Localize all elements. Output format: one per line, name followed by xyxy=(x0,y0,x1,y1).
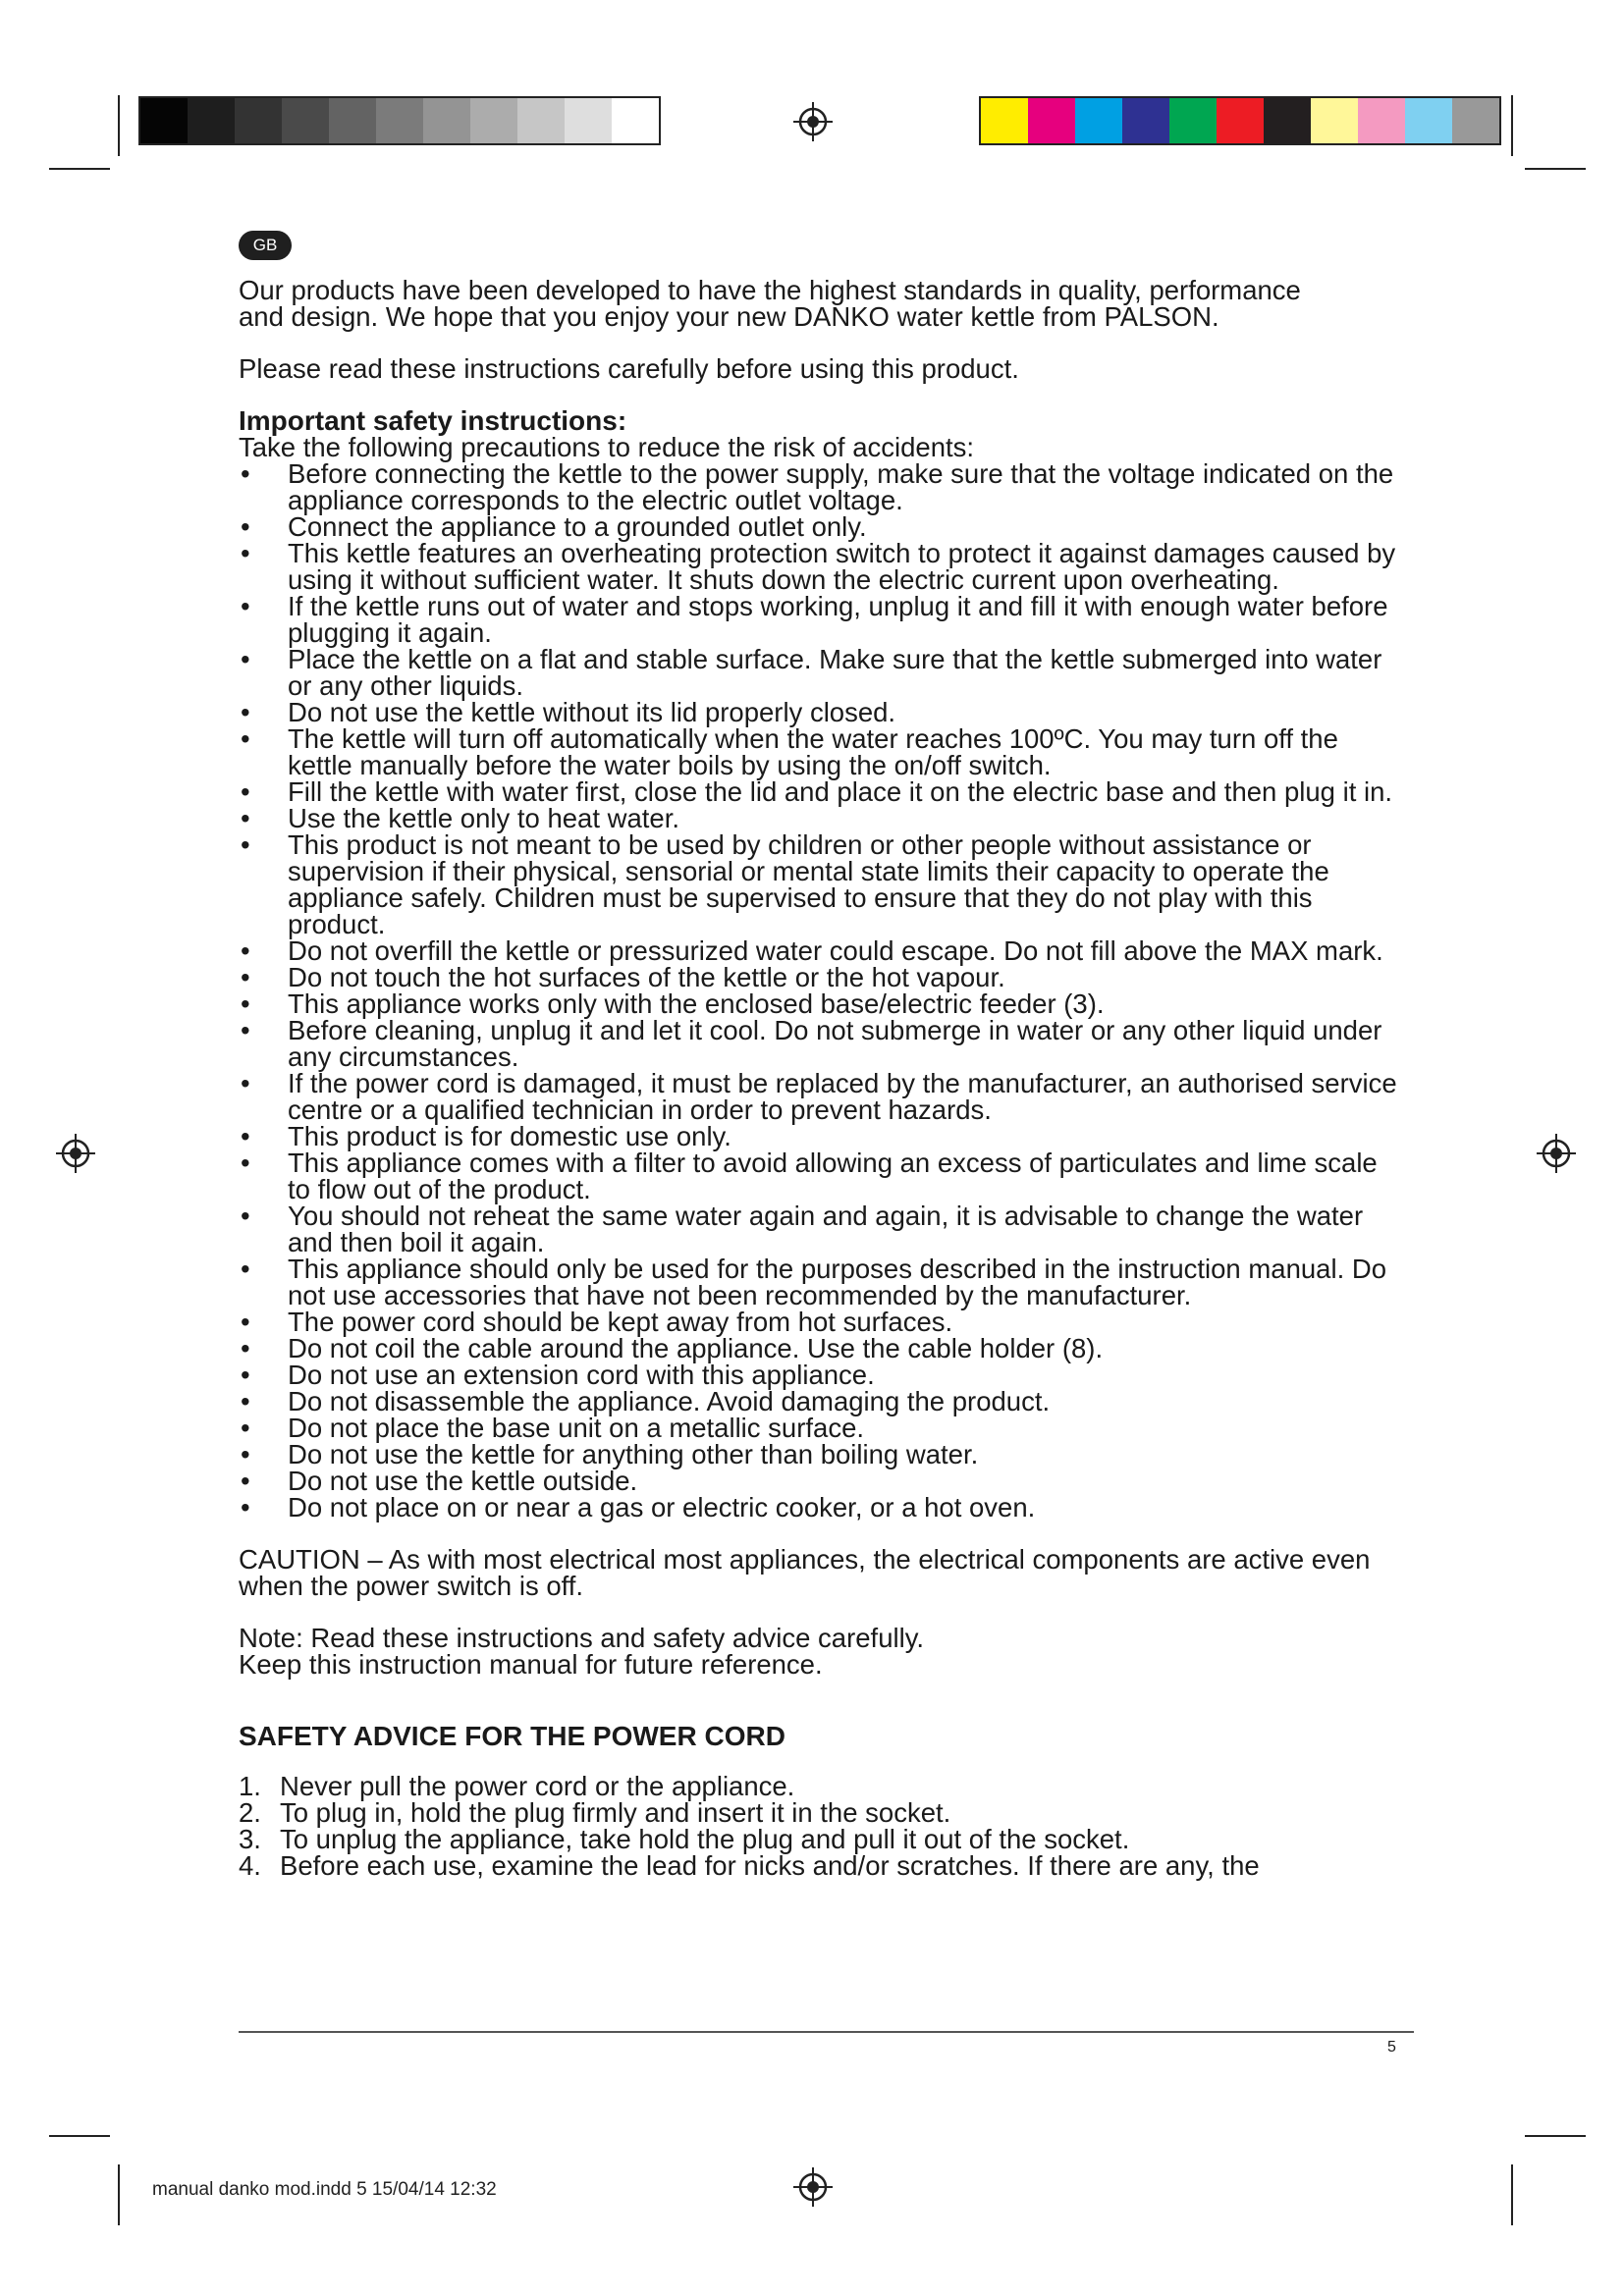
safety-lead: Take the following precautions to reduce the risk of accidents: xyxy=(239,432,975,462)
crop-mark xyxy=(49,2135,110,2137)
safety-item-text: The power cord should be kept away from hot surfaces. xyxy=(288,1307,953,1337)
file-slug: manual danko mod.indd 5 15/04/14 12:32 xyxy=(152,2179,497,2200)
color-calibration-bar xyxy=(979,96,1501,145)
gray-swatch xyxy=(376,98,423,143)
safety-item xyxy=(239,937,1397,964)
bullet-icon: • xyxy=(241,776,250,807)
safety-heading: Important safety instructions: xyxy=(239,405,627,436)
bullet-icon: • xyxy=(241,1492,250,1522)
safety-item-text: Do not place on or near a gas or electric cooker, or a hot oven. xyxy=(288,1492,1036,1522)
bullet-icon: • xyxy=(241,458,250,489)
safety-item xyxy=(239,1149,1397,1202)
crop-mark xyxy=(118,2164,120,2225)
bullet-icon: • xyxy=(241,1333,250,1363)
bullet-icon: • xyxy=(241,1068,250,1098)
color-swatch xyxy=(1075,98,1122,143)
bullet-icon: • xyxy=(241,1439,250,1469)
bullet-icon: • xyxy=(241,1307,250,1337)
gray-swatch xyxy=(565,98,612,143)
bullet-icon: • xyxy=(241,935,250,966)
safety-item-text: This appliance works only with the enclosed base/electric feeder (3). xyxy=(288,988,1105,1019)
power-cord-step xyxy=(239,1852,1397,1879)
color-swatch xyxy=(1169,98,1217,143)
bullet-icon: • xyxy=(241,1413,250,1443)
safety-item-text: Do not use an extension cord with this appliance. xyxy=(288,1360,875,1390)
read-notice: Please read these instructions carefully before using this product. xyxy=(239,353,1019,384)
safety-item-text: Do not touch the hot surfaces of the kettle or the hot vapour. xyxy=(288,962,1005,992)
bullet-icon: • xyxy=(241,962,250,992)
gray-swatch xyxy=(470,98,517,143)
safety-item xyxy=(239,1017,1397,1070)
bullet-icon: • xyxy=(241,697,250,727)
safety-item-text: Do not disassemble the appliance. Avoid damaging the product. xyxy=(288,1386,1051,1416)
safety-item-text: Connect the appliance to a grounded outlet only. xyxy=(288,511,867,542)
safety-item xyxy=(239,460,1397,513)
gray-swatch xyxy=(612,98,659,143)
bullet-icon: • xyxy=(241,511,250,542)
registration-mark-icon xyxy=(1537,1134,1576,1173)
bullet-icon: • xyxy=(241,723,250,754)
language-badge: GB xyxy=(239,231,292,260)
crop-mark xyxy=(1511,2164,1513,2225)
note-paragraph xyxy=(239,1625,1397,1678)
safety-item xyxy=(239,990,1397,1017)
bullet-icon: • xyxy=(241,591,250,621)
safety-item-text: Before connecting the kettle to the power supply, make sure that the voltage indicated on the appliance corresponds to the electric outlet voltage. xyxy=(288,458,1394,515)
crop-mark xyxy=(49,168,110,170)
step-text: To unplug the appliance, take hold the plug and pull it out of the socket. xyxy=(280,1824,1130,1854)
footer-rule xyxy=(239,2031,1414,2033)
safety-item xyxy=(239,805,1397,831)
power-cord-step xyxy=(239,1826,1397,1852)
gray-swatch xyxy=(517,98,565,143)
crop-mark xyxy=(1511,95,1513,156)
grayscale-calibration-bar xyxy=(138,96,661,145)
registration-mark-icon xyxy=(56,1134,95,1173)
safety-item xyxy=(239,831,1397,937)
note-line: Keep this instruction manual for future reference. xyxy=(239,1649,823,1680)
color-swatch xyxy=(1264,98,1311,143)
bullet-icon: • xyxy=(241,1254,250,1284)
safety-item xyxy=(239,1308,1397,1335)
safety-item-text: Do not use the kettle for anything other than boiling water. xyxy=(288,1439,979,1469)
bullet-icon: • xyxy=(241,1360,250,1390)
safety-item-text: Do not use the kettle outside. xyxy=(288,1466,638,1496)
manual-content xyxy=(239,277,1397,1879)
safety-item-text: This appliance comes with a filter to avoid allowing an excess of particulates and lime scale to flow out of the product. xyxy=(288,1148,1378,1204)
safety-item-text: Before cleaning, unplug it and let it cool. Do not submerge in water or any other liquid under any circumstances. xyxy=(288,1015,1382,1072)
gray-swatch xyxy=(188,98,235,143)
crop-mark xyxy=(118,95,120,156)
safety-item-text: If the kettle runs out of water and stops working, unplug it and fill it with enough water before plugging it again. xyxy=(288,591,1388,648)
safety-item xyxy=(239,1335,1397,1362)
power-cord-step xyxy=(239,1773,1397,1799)
step-text: Never pull the power cord or the appliance. xyxy=(280,1771,795,1801)
bullet-icon: • xyxy=(241,1466,250,1496)
color-swatch xyxy=(1028,98,1075,143)
caution-paragraph: CAUTION – As with most electrical most appliances, the electrical components are active even when the power switch is off. xyxy=(239,1544,1371,1601)
safety-item-text: This kettle features an overheating protection switch to protect it against damages caused by using it without sufficient water. It shuts down the electric current upon overheating. xyxy=(288,538,1396,595)
bullet-icon: • xyxy=(241,1386,250,1416)
step-number: 2. xyxy=(239,1797,261,1828)
safety-item xyxy=(239,1255,1397,1308)
safety-item xyxy=(239,646,1397,699)
safety-item xyxy=(239,1388,1397,1415)
safety-item xyxy=(239,1494,1397,1521)
safety-item xyxy=(239,1415,1397,1441)
registration-mark-icon xyxy=(793,2167,833,2207)
bullet-icon: • xyxy=(241,644,250,674)
step-number: 1. xyxy=(239,1771,261,1801)
crop-mark xyxy=(1525,168,1586,170)
gray-swatch xyxy=(235,98,282,143)
step-text: Before each use, examine the lead for nicks and/or scratches. If there are any, the xyxy=(280,1850,1260,1881)
intro-paragraph xyxy=(239,277,1397,330)
safety-item xyxy=(239,540,1397,593)
power-cord-steps xyxy=(239,1773,1397,1879)
registration-mark-icon xyxy=(793,102,833,141)
page-number: 5 xyxy=(1387,2039,1396,2056)
safety-item-text: Do not coil the cable around the appliance. Use the cable holder (8). xyxy=(288,1333,1104,1363)
gray-swatch xyxy=(423,98,470,143)
bullet-icon: • xyxy=(241,988,250,1019)
safety-item xyxy=(239,699,1397,725)
color-swatch xyxy=(1452,98,1499,143)
safety-item xyxy=(239,725,1397,778)
power-cord-step xyxy=(239,1799,1397,1826)
gray-swatch xyxy=(140,98,188,143)
step-text: To plug in, hold the plug firmly and insert it in the socket. xyxy=(280,1797,951,1828)
color-swatch xyxy=(1358,98,1405,143)
gray-swatch xyxy=(329,98,376,143)
bullet-icon: • xyxy=(241,538,250,568)
safety-item-text: If the power cord is damaged, it must be replaced by the manufacturer, an authorised service centre or a qualified technician in order to prevent hazards. xyxy=(288,1068,1397,1125)
safety-item xyxy=(239,1441,1397,1468)
bullet-icon: • xyxy=(241,829,250,860)
safety-item xyxy=(239,778,1397,805)
note-line: Note: Read these instructions and safety advice carefully. xyxy=(239,1623,925,1653)
bullet-icon: • xyxy=(241,1121,250,1151)
color-swatch xyxy=(1311,98,1358,143)
safety-item xyxy=(239,964,1397,990)
bullet-icon: • xyxy=(241,1015,250,1045)
safety-item-text: Do not use the kettle without its lid properly closed. xyxy=(288,697,896,727)
safety-item-text: This product is for domestic use only. xyxy=(288,1121,731,1151)
safety-item-text: The kettle will turn off automatically when the water reaches 100ºC. You may turn off the kettle manually before the water boils by using the on/off switch. xyxy=(288,723,1338,780)
gray-swatch xyxy=(282,98,329,143)
bullet-icon: • xyxy=(241,1201,250,1231)
intro-line: Our products have been developed to have the highest standards in quality, performance xyxy=(239,275,1301,305)
intro-line: and design. We hope that you enjoy your new DANKO water kettle from PALSON. xyxy=(239,301,1219,332)
safety-item xyxy=(239,513,1397,540)
safety-item-text: Fill the kettle with water first, close the lid and place it on the electric base and then plug it in. xyxy=(288,776,1393,807)
safety-item-text: Do not place the base unit on a metallic surface. xyxy=(288,1413,865,1443)
safety-item-text: Use the kettle only to heat water. xyxy=(288,803,679,833)
color-swatch xyxy=(1122,98,1169,143)
color-swatch xyxy=(1405,98,1452,143)
safety-item-text: Do not overfill the kettle or pressurized water could escape. Do not fill above the MAX mark. xyxy=(288,935,1383,966)
safety-item xyxy=(239,593,1397,646)
step-number: 4. xyxy=(239,1850,261,1881)
section-title: SAFETY ADVICE FOR THE POWER CORD xyxy=(239,1721,785,1751)
crop-mark xyxy=(1525,2135,1586,2137)
color-swatch xyxy=(981,98,1028,143)
color-swatch xyxy=(1217,98,1264,143)
safety-item-text: Place the kettle on a flat and stable surface. Make sure that the kettle submerged into water or any other liquids. xyxy=(288,644,1382,701)
safety-item xyxy=(239,1070,1397,1123)
safety-item xyxy=(239,1202,1397,1255)
safety-item-text: You should not reheat the same water again and again, it is advisable to change the water and then boil it again. xyxy=(288,1201,1364,1257)
bullet-icon: • xyxy=(241,1148,250,1178)
safety-item-text: This appliance should only be used for the purposes described in the instruction manual. Do not use accessories that have not been recommended by the manufacturer. xyxy=(288,1254,1387,1310)
safety-item-text: This product is not meant to be used by children or other people without assistance or supervision if their physical, sensorial or mental state limits their capacity to operate the appliance safely. Children must be supervised to ensure that they do not play with this product. xyxy=(288,829,1329,939)
safety-list xyxy=(239,460,1397,1521)
safety-item xyxy=(239,1468,1397,1494)
safety-item xyxy=(239,1362,1397,1388)
safety-item xyxy=(239,1123,1397,1149)
step-number: 3. xyxy=(239,1824,261,1854)
bullet-icon: • xyxy=(241,803,250,833)
